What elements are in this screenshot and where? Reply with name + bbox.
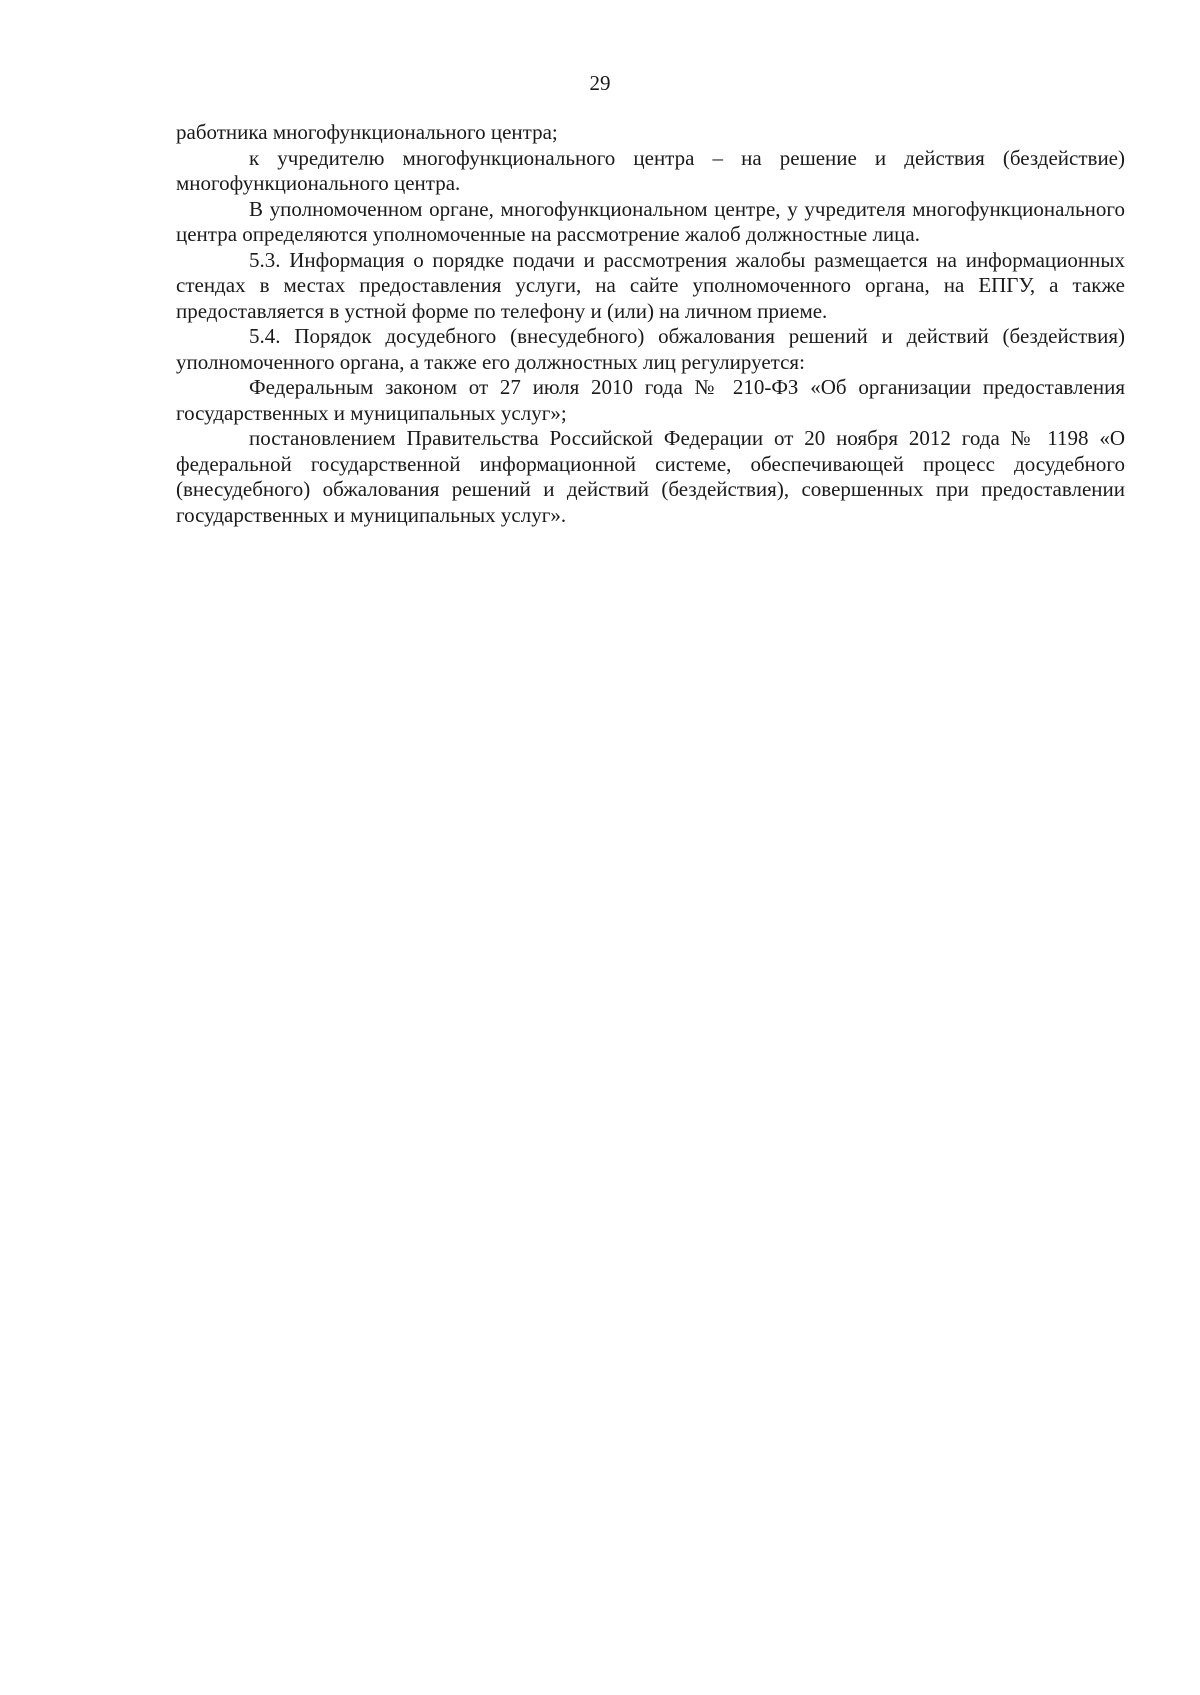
paragraph-employee-mfc: работника многофункционального центра;	[176, 120, 558, 144]
paragraph-federal-law: Федеральным законом от 27 июля 2010 года № 210-ФЗ «Об организации предоставления государственных и муниципальных услуг»;	[176, 375, 1125, 425]
paragraph-founder-mfc: к учредителю многофункционального центра – на решение и действия (бездействие) многофункционального центра.	[176, 145, 1125, 195]
paragraph-government-resolution: постановлением Правительства Российской Федерации от 20 ноября 2012 года № 1198 «О федеральной государственной информационной системе, обеспечивающей процесс досудебного (внесудебного) обжалования решений и действий (бездействия), совершенных при предоставлении государственных и муниципальных услуг».	[176, 426, 1125, 527]
paragraph-section-5-3: 5.3. Информация о порядке подачи и рассмотрения жалобы размещается на информационных стендах в местах предоставления услуги, на сайте уполномоченного органа, на ЕПГУ, а также предоставляется в устной форме по телефону и (или) на личном приеме.	[176, 247, 1125, 323]
paragraph-authorized-officials: В уполномоченном органе, многофункциональном центре, у учредителя многофункционального центра определяются уполномоченные на рассмотрение жалоб должностные лица.	[176, 196, 1125, 246]
body-text	[176, 120, 1125, 528]
paragraph-section-5-4: 5.4. Порядок досудебного (внесудебного) обжалования решений и действий (бездействия) уполномоченного органа, а также его должностных лиц регулируется:	[176, 324, 1125, 374]
page-number: 29	[589, 71, 611, 95]
